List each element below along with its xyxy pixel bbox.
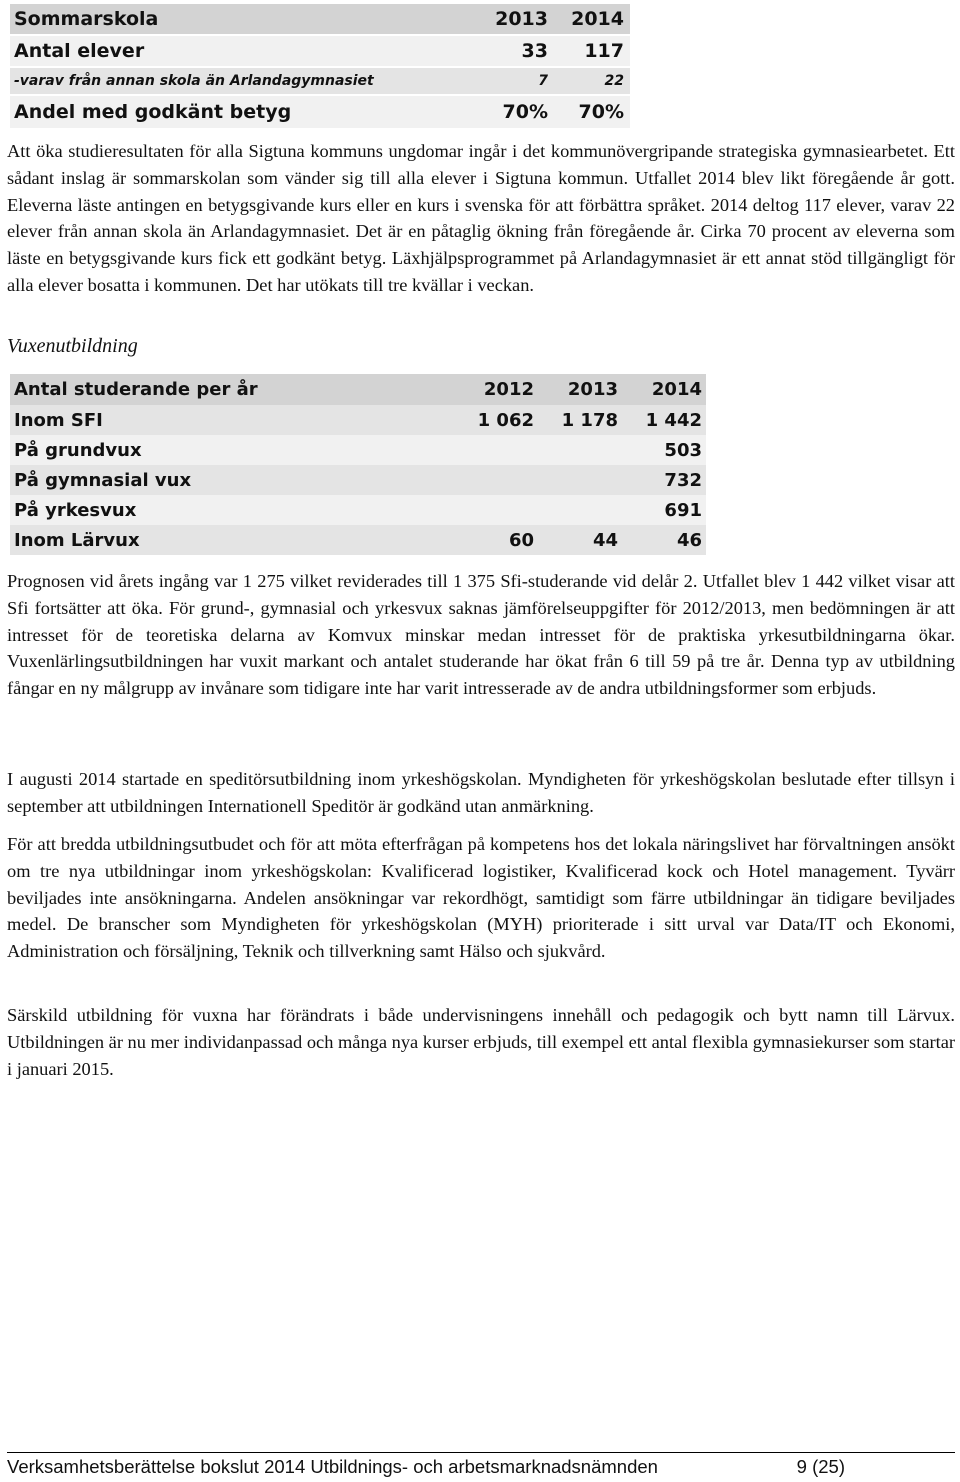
paragraph: Särskild utbildning för vuxna har förändrats i både undervisningens innehåll och pedagogik och bytt namn till Lärvux. Utbildningen är nu mer individanpassad och många nya kurser erbjuds, till exempel ett antal flexibla gymnasiekurser som startar i januari 2015.: [7, 1005, 955, 1079]
page-footer: [7, 1456, 955, 1478]
cell-value: 1 062: [477, 409, 534, 431]
row-label: Inom Lärvux: [14, 529, 140, 551]
column-header: 2014: [651, 379, 702, 400]
table-title: Sommarskola: [14, 8, 159, 30]
cell-value: 732: [664, 469, 702, 491]
row-label: Inom SFI: [14, 409, 103, 431]
cell-value: 33: [521, 40, 548, 62]
table-row: [10, 465, 706, 495]
table-row: [10, 36, 630, 68]
footer-divider: [7, 1452, 955, 1453]
page-number: 9 (25): [796, 1456, 845, 1477]
table-row: [10, 96, 630, 130]
table-row: [10, 525, 706, 555]
cell-value: 22: [604, 73, 624, 89]
cell-value: 70%: [502, 101, 548, 123]
summer-school-table: [10, 4, 630, 130]
cell-value: 46: [676, 529, 702, 551]
cell-value: 503: [664, 439, 702, 461]
cell-value: 44: [592, 529, 618, 551]
table-header: [10, 374, 706, 405]
section-heading: Vuxenutbildning: [7, 335, 138, 357]
cell-value: 60: [508, 529, 534, 551]
cell-value: 691: [664, 499, 702, 521]
column-header: 2013: [495, 8, 548, 30]
cell-value: 1 442: [645, 409, 702, 431]
row-label: Andel med godkänt betyg: [14, 101, 292, 123]
table-row: [10, 495, 706, 525]
adult-education-table: [10, 374, 706, 555]
paragraph: Prognosen vid årets ingång var 1 275 vilket reviderades till 1 375 Sfi-studerande vid delår 2. Utfallet blev 1 442 vilket visar att Sfi fortsätter att öka. För grund-, gymnasial och yrkesvux saknas jämförelseuppgifter för 2012/2013, men bedömningen är att intresset för de teoretiska delarna av Komvux minskar medan intresset för de praktiska yrkesutbildningarna ökar. Vuxenlärlingsutbildningen har vuxit markant och antalet studerande har ökat från 6 till 59 på tre år. Denna typ av utbildning fångar en ny målgrupp av invånare som tidigare inte har varit intresserade av de andra utbildningsformer som erbjuds.: [7, 571, 955, 699]
paragraph: I augusti 2014 startade en speditörsutbildning inom yrkeshögskolan. Myndigheten för yrkeshögskolan beslutade efter tillsyn i september att utbildningen Internationell Speditör är godkänd utan anmärkning.: [7, 769, 955, 816]
paragraph: Att öka studieresultaten för alla Sigtuna kommuns ungdomar ingår i det kommunövergripande strategiska gymnasiearbetet. Ett sådant inslag är sommarskolan som vänder sig till alla elever i Sigtuna kommun. Utfallet 2014 blev likt föregående år gott. Eleverna läste antingen en betygsgivande kurs eller en kurs i svenska för att förbättra språket. 2014 deltog 117 elever, varav 22 elever från annan skola än Arlandagymnasiet. Det är en påtaglig ökning från föregående år. Cirka 70 procent av eleverna som läste en betygsgivande kurs fick ett godkänt betyg. Läxhjälpsprogrammet på Arlandagymnasiet är ett annat stöd tillgängligt för alla elever bosatta i kommunen. Det har utökats till tre kvällar i veckan.: [7, 141, 955, 295]
row-label: På grundvux: [14, 439, 142, 461]
cell-value: 7: [538, 73, 548, 89]
row-label: -varav från annan skola än Arlandagymnasiet: [14, 73, 374, 89]
table-row: [10, 435, 706, 465]
row-label: Antal elever: [14, 40, 145, 62]
table-title: Antal studerande per år: [14, 379, 258, 400]
column-header: 2014: [571, 8, 624, 30]
table-row: [10, 405, 706, 435]
cell-value: 70%: [578, 101, 624, 123]
row-label: På yrkesvux: [14, 499, 137, 521]
cell-value: 117: [584, 40, 624, 62]
footer-title: Verksamhetsberättelse bokslut 2014 Utbildnings- och arbetsmarknadsnämnden: [7, 1456, 658, 1477]
paragraph: För att bredda utbildningsutbudet och för att möta efterfrågan på kompetens hos det lokala näringslivet har förvaltningen ansökt om tre nya utbildningar inom yrkeshögskolan: Kvalificerad logistiker, Kvalificerad kock och Hotel management. Tyvärr beviljades inte ansökningarna. Andelen ansökningar var rekordhögt, samtidigt som färre utbildningar än tidigare beviljades medel. De branscher som Myndigheten för yrkeshögskolan (MYH) prioriterade i sitt urval var Data/IT och Ekonomi, Administration och försäljning, Teknik och tillverkning samt Hälso och sjukvård.: [7, 834, 955, 962]
table-header: [10, 4, 630, 36]
column-header: 2012: [483, 379, 534, 400]
column-header: 2013: [567, 379, 618, 400]
cell-value: 1 178: [561, 409, 618, 431]
row-label: På gymnasial vux: [14, 469, 192, 491]
table-row: [10, 68, 630, 96]
